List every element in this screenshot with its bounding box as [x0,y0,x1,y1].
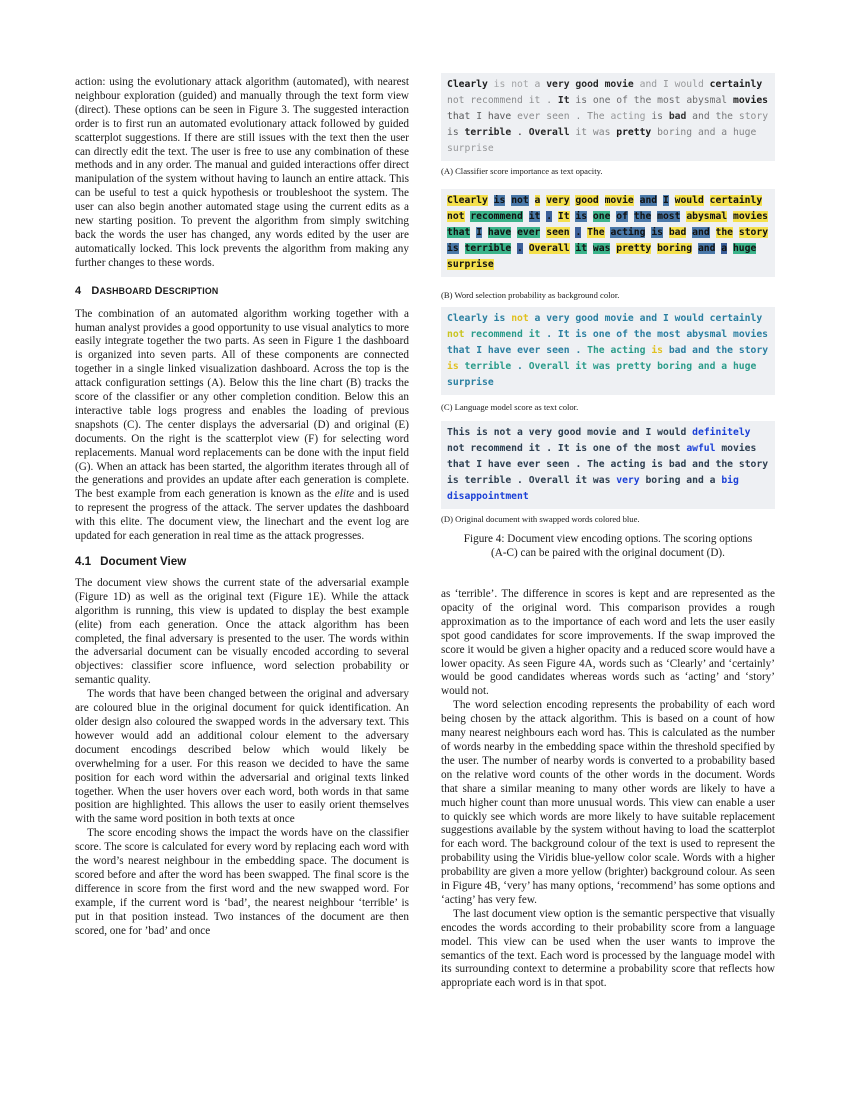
document-word[interactable]: ever [517,345,541,356]
figure-4-caption-line1: Figure 4: Document view encoding options. The scoring options [463,533,753,545]
document-word[interactable]: big [721,475,739,486]
document-word[interactable]: that [447,111,471,122]
document-word[interactable]: have [487,459,512,470]
document-word[interactable]: Clearly [447,79,488,90]
document-word[interactable]: recommend [470,95,523,106]
document-word[interactable]: a [721,361,728,372]
document-word[interactable]: is [493,313,506,324]
document-word[interactable]: not [511,195,529,206]
figure-4-caption [441,533,775,561]
document-word[interactable]: a [721,243,728,254]
document-word[interactable]: very [546,195,570,206]
document-word[interactable]: surprise [447,143,494,154]
document-word[interactable]: ever [517,227,541,238]
document-word[interactable]: . [517,361,523,372]
document-word[interactable]: the [715,227,734,238]
document-word[interactable]: not [493,427,512,438]
document-word[interactable]: recommend [470,211,523,222]
document-word[interactable]: certainly [709,79,763,90]
document-word[interactable]: definitely [692,427,751,438]
document-word[interactable]: is [575,95,588,106]
paragraph-intro: action: using the evolutionary attack algorithm (automated), with nearest neighbour exploration (guided) and manually through the text form view (direct). These options can be seen in Figure 3. The suggested interaction order is to first run an automated evolutionary attack followed by guided scatterplot suggestions. If there are still issues with the text then the user can directly edit the text. The user is free to use any combination of these methods and in any order. The manual and guided interactions offer direct manipulation of the system without having to launch an entire attack. This can be useful to test a quick hypothesis or troubleshoot the system. The user can also begin another automated stage using the current edits as a new starting position. To prevent the algorithm from simply switching back the words the user has changed, any words edited by the user are automatically locked. This lock prevents the algorithm from making any further changes to these words. [75,76,409,269]
document-word[interactable]: huge [732,243,757,254]
document-word[interactable]: and [622,427,640,438]
document-word[interactable]: The [587,111,605,122]
document-word[interactable]: is [651,345,663,356]
document-word[interactable]: and [697,243,716,254]
document-word[interactable]: recommend [470,329,523,340]
document-word[interactable]: it [575,127,588,138]
document-word[interactable]: The [587,459,605,470]
document-word[interactable]: the [715,345,734,356]
document-word[interactable]: surprise [447,259,494,270]
document-word[interactable]: not [447,443,465,454]
document-word[interactable]: very [546,313,570,324]
figure-4-caption-line2: (A-C) can be paired with the original document (D). [491,546,725,559]
document-word[interactable]: one [592,443,611,454]
document-word[interactable]: the [715,459,734,470]
paragraph-right-2: The word selection encoding represents the probability of each word being chosen by the attack algorithm. This is based on a count of how many nearest neighbours each word has. This is calculated as the number of words nearby in the embedding space within the threshold specified by the user. The number of nearby words is converted to a probability based on the relative word counts of the other words in the document. Words that share a similar meaning to many other words are likely to have a much higher count than more unusual words. This view can enable a user to quickly see which words are more likely to have suitable replacement suggestions available by the system without having to load the scatterplot for each word. The background colour of the text is used to represent the probability using the Viridis blue-yellow color scale. Words with a higher probability are given a more yellow (brighter) background colour. As seen in Figure 4B, ‘very’ has many options, ‘recommend’ has some options and ‘acting’ has very few. [441,699,775,906]
document-word[interactable]: It [557,443,570,454]
document-word[interactable]: . [546,95,553,106]
document-word[interactable]: a [534,195,541,206]
document-word[interactable]: the [633,443,652,454]
document-word[interactable]: This [447,427,471,438]
paragraph-section-4-elite: elite [334,488,355,501]
document-word[interactable]: was [592,361,611,372]
document-word[interactable]: huge [732,361,757,372]
paragraph-right-1: as ‘terrible’. The difference in scores is kept and are represented as the opacity of the original word. This comparison provides a rough approximation as to the importance of each word and lets the user easily spot good candidates for score improvements. If the swap improved the score it would be given a higher opacity and a reduced score would have a lower opacity. As seen Figure 4A, words such as ‘Clearly’ and ‘certainly’ would be good candidates whereas words such as ‘acting’ and ‘story’ would not. [441,588,775,698]
document-word[interactable]: . [575,345,582,356]
document-word[interactable]: is [447,127,459,138]
document-word[interactable]: and [692,111,710,122]
document-word[interactable]: of [616,211,628,222]
document-word[interactable]: is [447,243,459,254]
document-word[interactable]: certainly [709,313,763,324]
document-word[interactable]: Overall [528,243,570,254]
document-word[interactable]: not [447,329,465,340]
document-word[interactable]: I [662,313,669,324]
document-word[interactable]: one [592,95,611,106]
document-word[interactable]: ever [517,111,541,122]
document-word[interactable]: good [575,195,599,206]
document-word[interactable]: terrible [464,243,512,254]
paragraph-section-4-end: and is used to represent the progress of the attack. The server updates the dashboard with this elite. The document view, the linechart and the event log are updated for each generation in real time as the attack progresses. [75,488,410,543]
document-word[interactable]: and [692,345,710,356]
document-word[interactable]: it [575,361,588,372]
document-word[interactable]: boring [657,361,693,372]
document-word[interactable]: is [651,111,663,122]
document-word[interactable]: a [721,127,728,138]
document-word[interactable]: The [587,227,605,238]
document-word[interactable]: very [616,475,640,486]
figure-4d-document [441,421,775,509]
document-word[interactable]: good [557,427,582,438]
document-word[interactable]: I [645,427,652,438]
document-word[interactable]: of [616,95,628,106]
document-word[interactable]: Overall [528,475,570,486]
document-word[interactable]: and [697,127,716,138]
document-word[interactable]: . [575,111,582,122]
document-word[interactable]: most [657,95,681,106]
document-word[interactable]: it [575,243,588,254]
document-word[interactable]: good [575,313,599,324]
section-4-title-part2: ESCRIPTION [162,285,219,296]
document-word[interactable]: I [476,459,483,470]
document-word[interactable]: not [447,211,465,222]
document-word[interactable]: Clearly [447,313,488,324]
document-word[interactable]: I [476,345,483,356]
document-word[interactable]: certainly [709,195,763,206]
document-word[interactable]: It [557,329,570,340]
document-word[interactable]: movie [604,313,634,324]
document-word[interactable]: It [557,211,570,222]
document-word[interactable]: and [697,361,716,372]
document-word[interactable]: movies [732,329,768,340]
figure-4a-document [441,73,775,161]
document-word[interactable]: is [575,211,588,222]
document-word[interactable]: would [674,195,704,206]
section-4-heading [75,285,409,299]
document-word[interactable]: story [738,227,769,238]
document-word[interactable]: not [511,79,529,90]
document-word[interactable]: have [487,111,512,122]
document-word[interactable]: pretty [616,243,652,254]
document-word[interactable]: recommend [470,443,523,454]
paragraph-section-4 [75,308,409,544]
section-4-title-part1: ASHBOARD [99,285,155,296]
document-word[interactable]: abysmal [686,211,728,222]
document-word[interactable]: not [447,95,465,106]
document-word[interactable]: and [692,459,710,470]
subsection-4-1-title: Document View [100,555,187,568]
document-word[interactable]: is [493,79,506,90]
document-word[interactable]: story [738,459,769,470]
document-word[interactable]: most [657,211,681,222]
document-word[interactable]: one [592,211,611,222]
document-word[interactable]: movies [732,95,768,106]
document-word[interactable]: very [546,79,570,90]
document-word[interactable]: bad [668,459,687,470]
paragraph-section-4-start: The combination of an automated algorithm working together with a human analyst provides a good opportunity to use visual analytics to more easily integrate together the two parts. As seen in Figure 1 the dashboard is organized into seven parts. All of these components are connected together in a single linked visualization dashboard. Across the top is the attack configuration settings (A). Below this the line chart (B) tracks the score of the classifier or any other completion condition. Below this an interactive table logs progress and enables the loading of previous snapshots (C). The center displays the adversarial (D) and original (E) documents. On the right is the scatterplot view (F) for selecting word replacements. Manual word replacements can be done with the input field (G). When an attack has been started, the algorithm iterates through all of the generations and provides an update after each generation is complete. The best example from each generation is known as the [75,307,409,501]
document-word[interactable]: is [651,227,663,238]
document-word[interactable]: pretty [616,127,652,138]
document-word[interactable]: seen [546,111,570,122]
document-word[interactable]: is [447,361,459,372]
document-word[interactable]: it [528,211,541,222]
document-word[interactable]: movie [604,79,634,90]
document-word[interactable]: boring [645,475,681,486]
document-word[interactable]: I [662,79,669,90]
document-word[interactable]: very [528,427,553,438]
document-word[interactable]: that [447,459,471,470]
document-word[interactable]: is [476,427,488,438]
document-word[interactable]: that [447,345,471,356]
figure-4c-caption: (C) Language model score as text color. [441,402,579,412]
document-word[interactable]: and [639,195,658,206]
document-word[interactable]: story [738,111,769,122]
document-word[interactable]: seen [546,459,570,470]
document-word[interactable]: is [447,475,459,486]
document-word[interactable]: and [686,475,704,486]
document-word[interactable]: surprise [447,377,494,388]
document-word[interactable]: acting [610,227,646,238]
document-word[interactable]: bad [668,227,687,238]
document-word[interactable]: . [546,211,553,222]
document-word[interactable]: have [487,227,512,238]
document-word[interactable]: and [639,313,658,324]
document-word[interactable]: I [476,111,483,122]
document-word[interactable]: Overall [528,361,570,372]
document-word[interactable]: it [528,443,541,454]
document-word[interactable]: and [692,227,710,238]
document-word[interactable]: the [715,111,734,122]
document-word[interactable]: would [674,313,704,324]
document-word[interactable]: it [528,329,541,340]
document-word[interactable]: is [651,459,663,470]
paragraph-4-1-a: The document view shows the current state of the adversarial example (Figure 1D) as well as the original text (Figure 1E). While the attack algorithm is running, this view is updated to display the best example (elite) from each generation. Once the attack algorithm has been completed, the final adversary is presented to the user. The words within the adversarial document can be visually encoded according to several objectives: classifier score influence, word selection probability or semantic quality. [75,576,409,687]
document-word[interactable]: boring [657,127,693,138]
document-word[interactable]: a [534,313,541,324]
right-column [441,588,775,991]
document-word[interactable]: not [511,313,529,324]
document-word[interactable]: terrible [464,361,512,372]
paragraph-4-1-b: The words that have been changed between the original and adversary are coloured blue in the original document for quick identification. An older design also coloured the swapped words in the adversary text. This however would add an additional colour element to the adversary document encodings described below which would likely be overwhelming for a user. For this reason we decided to have the same position for each word within the adversarial and original texts linked together. When the user hovers over each word, both words in that same position are highlighted. This allows the user to easily orient themselves with the same word position in both texts at once [75,688,409,826]
document-word[interactable]: good [575,79,599,90]
document-word[interactable]: disappointment [447,491,529,502]
document-word[interactable]: The [587,345,605,356]
document-word[interactable]: boring [657,243,693,254]
document-word[interactable]: a [534,79,541,90]
document-word[interactable]: ever [517,459,541,470]
document-word[interactable]: the [633,211,652,222]
document-word[interactable]: seen [546,227,570,238]
document-word[interactable]: . [517,243,523,254]
document-word[interactable]: and [639,79,658,90]
document-word[interactable]: bad [668,111,687,122]
paragraph-right-3: The last document view option is the semantic perspective that visually encodes the words according to their probability score from a language model. This view can be used when the user wants to improve the semantics of the text. Each word is processed by the language model with its surrounding context to determine a probability score that reflects how appropriate each word is in that spot. [441,907,775,990]
figure-4a-caption: (A) Classifier score importance as text opacity. [441,166,603,176]
document-word[interactable]: the [633,329,652,340]
document-word[interactable]: huge [732,127,757,138]
document-word[interactable]: Overall [528,127,570,138]
document-word[interactable]: acting [610,345,646,356]
document-word[interactable]: I [476,227,483,238]
figure-4b-document [441,189,775,277]
document-word[interactable]: it [575,475,588,486]
document-word[interactable]: was [592,127,611,138]
left-column [75,76,409,938]
document-word[interactable]: acting [610,111,646,122]
document-word[interactable]: story [738,345,769,356]
document-word[interactable]: seen [546,345,570,356]
document-word[interactable]: is [493,195,506,206]
document-word[interactable]: terrible [464,475,512,486]
document-word[interactable]: acting [610,459,646,470]
document-word[interactable]: a [709,475,716,486]
document-word[interactable]: movies [732,211,768,222]
document-word[interactable]: one [592,329,611,340]
document-word[interactable]: pretty [616,361,652,372]
document-word[interactable]: abysmal [686,95,728,106]
document-word[interactable]: the [633,95,652,106]
document-word[interactable]: it [528,95,541,106]
section-4-title-d: D [91,284,100,297]
document-word[interactable]: is [575,443,588,454]
document-word[interactable]: terrible [464,127,512,138]
document-word[interactable]: . [517,127,523,138]
document-word[interactable]: . [575,227,582,238]
section-4-number: 4 [75,284,82,297]
document-word[interactable]: would [657,427,687,438]
document-word[interactable]: was [592,243,611,254]
document-word[interactable]: It [557,95,570,106]
document-word[interactable]: movie [604,195,634,206]
document-word[interactable]: . [517,475,523,486]
document-word[interactable]: have [487,345,512,356]
document-word[interactable]: of [616,329,628,340]
document-word[interactable]: of [616,443,628,454]
subsection-4-1-heading [75,555,409,569]
figure-4b-caption: (B) Word selection probability as background color. [441,290,620,300]
document-word[interactable]: Clearly [447,195,488,206]
paragraph-4-1-c: The score encoding shows the impact the words have on the classifier score. The score is calculated for every word by replacing each word with the word’s nearest neighbour in the embedding space. The document is scored before and after the word has been swapped. The final score is the difference in score from the first word and the new swapped word. For example, if the current word is ‘bad’, the nearest neighbour ‘terrible’ is put in that position instead. Two instances of the document are then scored, one for ’bad’ and once [75,827,409,937]
document-word[interactable]: that [447,227,471,238]
subsection-4-1-number: 4.1 [75,555,92,568]
document-word[interactable]: would [674,79,704,90]
document-word[interactable]: awful [686,443,716,454]
document-word[interactable]: abysmal [686,329,728,340]
document-word[interactable]: . [546,443,553,454]
figure-4d-caption: (D) Original document with swapped words colored blue. [441,514,640,524]
document-word[interactable]: was [592,475,611,486]
document-word[interactable]: most [657,443,681,454]
document-word[interactable]: bad [668,345,687,356]
document-word[interactable]: . [575,459,582,470]
document-word[interactable]: is [575,329,588,340]
document-word[interactable]: movie [587,427,617,438]
document-word[interactable]: a [517,427,523,438]
document-word[interactable]: movies [721,443,757,454]
document-word[interactable]: most [657,329,681,340]
section-4-title-d2: D [154,284,163,297]
document-word[interactable]: I [662,195,669,206]
figure-4c-document [441,307,775,395]
document-word[interactable]: . [546,329,553,340]
